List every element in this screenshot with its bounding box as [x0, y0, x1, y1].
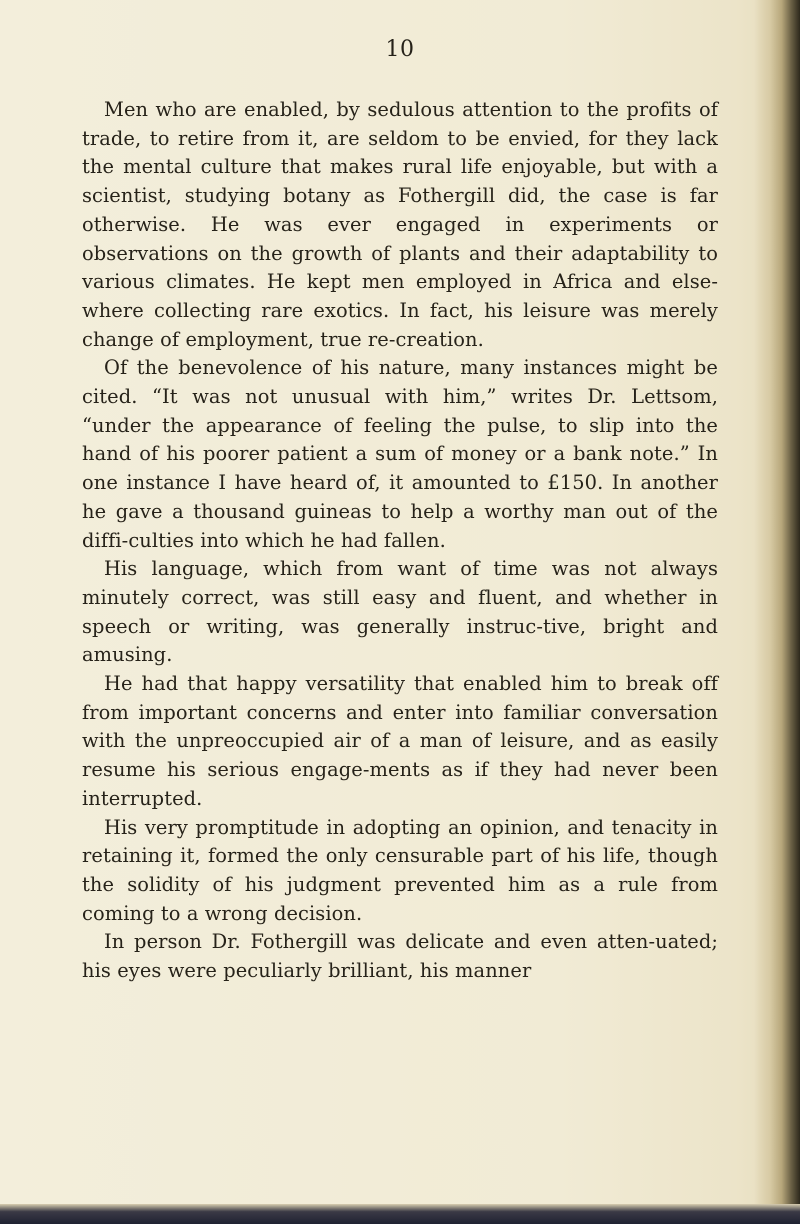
paragraph-5: His very promptitude in adopting an opinion, and tenacity in retaining it, formed the only censurable part of his life, though the solidity of his judgment prevented him as a rule from coming to a wrong decision.	[82, 815, 718, 925]
paragraph-4: He had that happy versatility that enabled him to break off from important concerns and enter into familiar conversation with the unpreoccupied air of a man of leisure, and as easily resume his serious engage-ments as if they had never been interrupted.	[82, 672, 718, 810]
paragraph-6: In person Dr. Fothergill was delicate and even atten-uated; his eyes were peculiarly brilliant, his manner	[82, 930, 718, 983]
page-edge-shadow	[754, 0, 800, 1224]
body-text	[82, 96, 718, 986]
page-number: 10	[385, 37, 415, 62]
paragraph-1: Men who are enabled, by sedulous attention to the profits of trade, to retire from it, are seldom to be envied, for they lack the mental culture that makes rural life enjoyable, but with a scientist, studying botany as Fothergill did, the case is far otherwise. He was ever engaged in experiments or observations on the growth of plants and their adaptability to various climates. He kept men employed in Africa and else-where collecting rare exotics. In fact, his leisure was merely change of employment, true re-creation.	[82, 98, 718, 351]
bottom-edge-shadow	[0, 1204, 800, 1224]
paragraph-3: His language, which from want of time was not always minutely correct, was still easy and fluent, and whether in speech or writing, was generally instruc-tive, bright and amusing.	[82, 557, 718, 667]
paragraph-2: Of the benevolence of his nature, many instances might be cited. “It was not unusual with him,” writes Dr. Lettsom, “under the appearance of feeling the pulse, to slip into the hand of his poorer patient a sum of money or a bank note.” In one instance I have heard of, it amounted to £150. In another he gave a thousand guineas to help a worthy man out of the diffi-culties into which he had fallen.	[82, 356, 718, 552]
